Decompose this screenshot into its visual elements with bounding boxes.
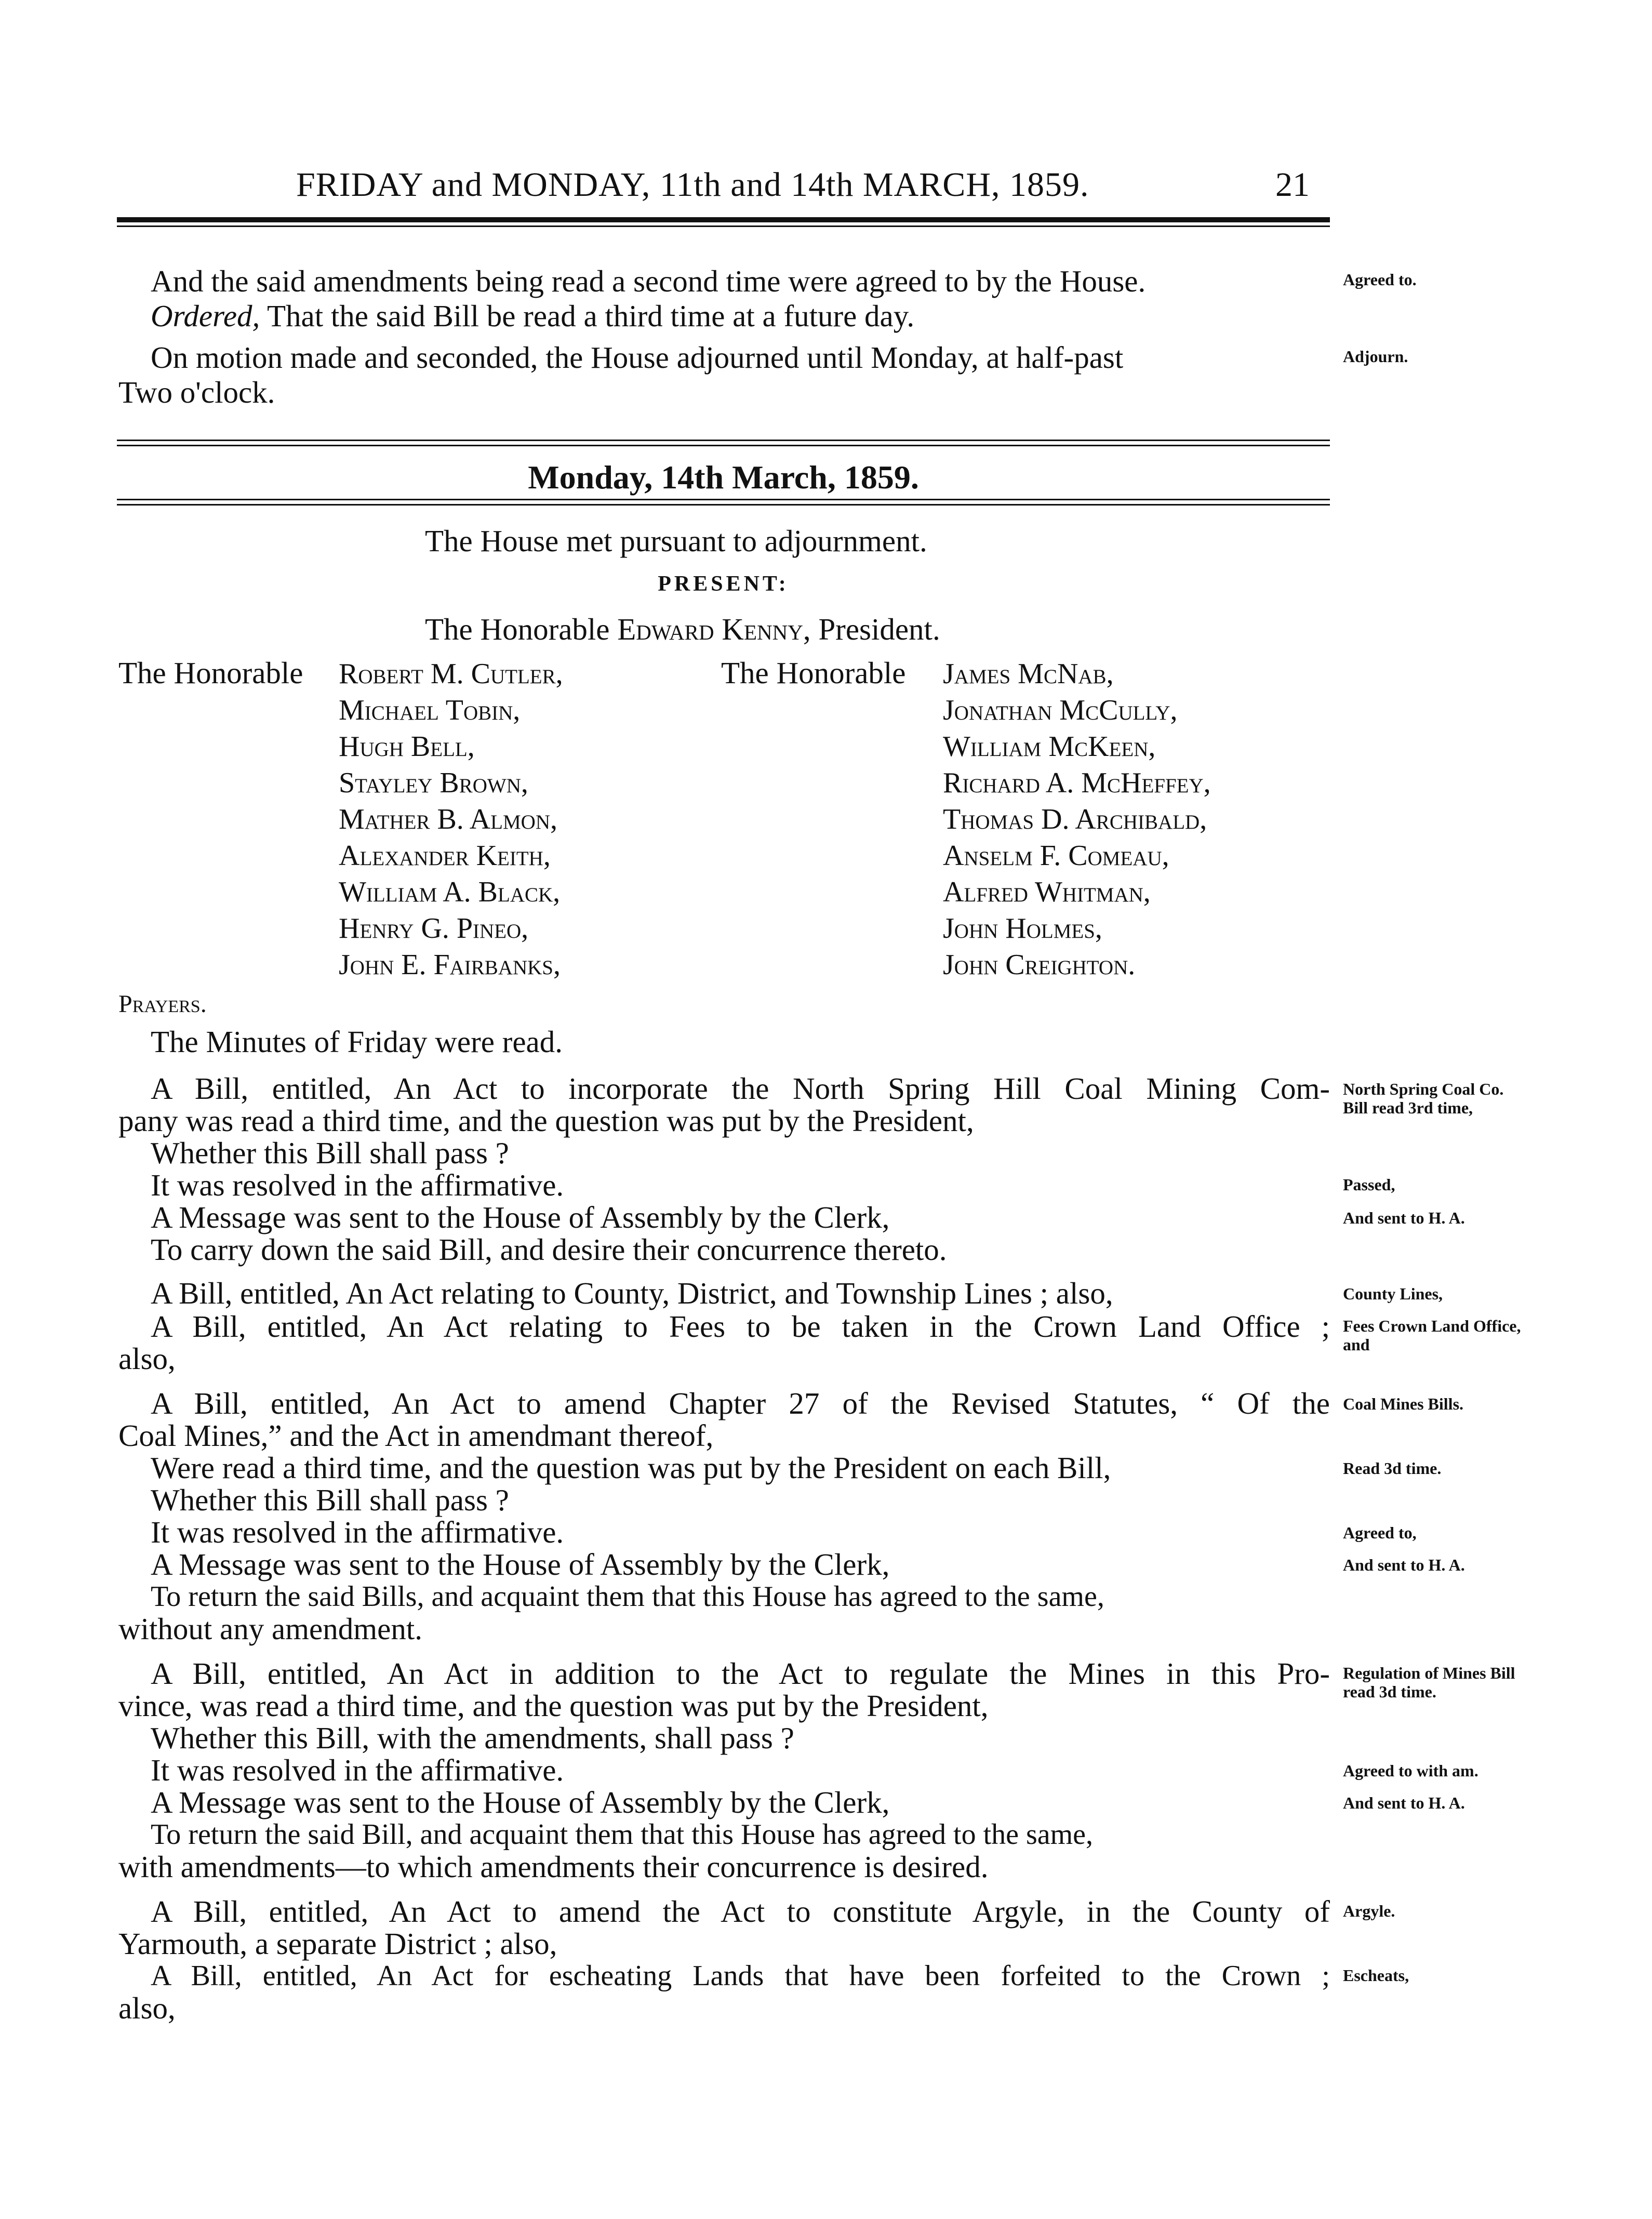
text-line: A Bill, entitled, An Act to incorporate the North Spring Hill Coal Mining Com-	[151, 1071, 1330, 1106]
margin-note: Adjourn.	[1343, 347, 1408, 366]
text-line: A Bill, entitled, An Act to amend Chapter 27 of the Revised Statutes, “ Of the	[151, 1386, 1330, 1420]
text-line: Two o'clock.	[118, 375, 275, 409]
text-line: To return the said Bill, and acquaint them that this House has agreed to the same,	[151, 1818, 1094, 1851]
prayers-line: Prayers.	[118, 990, 207, 1018]
present-label: PRESENT:	[658, 572, 789, 596]
margin-note: Read 3d time.	[1343, 1459, 1442, 1478]
text-line: vince, was read a third time, and the question was put by the President,	[118, 1689, 989, 1723]
member-right: James McNab,	[943, 658, 1114, 690]
member-left: Mather B. Almon,	[339, 803, 557, 835]
section-rule	[117, 504, 1330, 506]
margin-note: Agreed to.	[1343, 270, 1417, 289]
text-line: without any amendment.	[118, 1612, 422, 1646]
text-line: A Message was sent to the House of Assembly by the Clerk,	[151, 1547, 890, 1582]
member-right: Jonathan McCully,	[943, 694, 1178, 726]
text-line: And the said amendments being read a second time were agreed to by the House.	[151, 264, 1146, 298]
text-line: also,	[118, 1341, 176, 1376]
text-line: To carry down the said Bill, and desire their concurrence thereto.	[151, 1232, 947, 1267]
member-left: Stayley Brown,	[339, 767, 528, 799]
member-right: Thomas D. Archibald,	[943, 803, 1207, 835]
member-right: William McKeen,	[943, 730, 1156, 763]
margin-note: Coal Mines Bills.	[1343, 1394, 1464, 1413]
member-right: John Creighton.	[943, 949, 1136, 981]
text-line: Coal Mines,” and the Act in amendmant thereof,	[118, 1418, 714, 1453]
text-line: also,	[118, 1991, 176, 2025]
text-line: A Bill, entitled, An Act for escheating Lands that have been forfeited to the Crown ;	[151, 1960, 1330, 1992]
margin-note: County Lines,	[1343, 1284, 1443, 1303]
text-line: pany was read a third time, and the question was put by the President,	[118, 1104, 974, 1138]
honorable-label-right: The Honorable	[721, 656, 906, 690]
text-line: Yarmouth, a separate District ; also,	[118, 1926, 557, 1961]
member-left: Alexander Keith,	[339, 840, 551, 872]
text-line: It was resolved in the affirmative.	[151, 1515, 564, 1549]
margin-note: North Spring Coal Co. Bill read 3rd time,	[1343, 1080, 1504, 1117]
text-line: Whether this Bill, with the amendments, shall pass ?	[151, 1721, 794, 1755]
section-rule	[117, 440, 1330, 441]
margin-note: Regulation of Mines Bill read 3d time.	[1343, 1664, 1515, 1701]
margin-note: Agreed to,	[1343, 1523, 1417, 1542]
text-line: On motion made and seconded, the House adjourned until Monday, at half-past	[151, 340, 1124, 375]
text-line: Whether this Bill shall pass ?	[151, 1483, 509, 1517]
margin-note: And sent to H. A.	[1343, 1793, 1465, 1812]
met-line: The House met pursuant to adjournment.	[425, 524, 927, 558]
text-line: with amendments—to which amendments their concurrence is desired.	[118, 1850, 989, 1884]
margin-note: Fees Crown Land Office, and	[1343, 1317, 1521, 1354]
text-line: Ordered, That the said Bill be read a third time at a future day.	[151, 299, 915, 333]
member-left: Michael Tobin,	[339, 694, 521, 726]
page-number: 21	[1275, 166, 1310, 204]
ordered-word: Ordered,	[151, 299, 260, 333]
text-line: Were read a third time, and the question was put by the President on each Bill,	[151, 1451, 1111, 1485]
member-right: Richard A. McHeffey,	[943, 767, 1211, 799]
member-left: Robert M. Cutler,	[339, 658, 563, 690]
text-line: A Message was sent to the House of Assembly by the Clerk,	[151, 1785, 890, 1819]
margin-note: And sent to H. A.	[1343, 1556, 1465, 1574]
session-title: Monday, 14th March, 1859.	[528, 459, 919, 496]
member-left: Henry G. Pineo,	[339, 912, 529, 945]
member-left: William A. Black,	[339, 876, 561, 908]
member-right: Anselm F. Comeau,	[943, 840, 1169, 872]
member-left: Hugh Bell,	[339, 730, 475, 763]
president-name: Edward Kenny	[617, 612, 803, 646]
president-line: The Honorable Edward Kenny, President.	[425, 612, 940, 646]
text-line: A Message was sent to the House of Assembly by the Clerk,	[151, 1200, 890, 1234]
honorable-label-left: The Honorable	[118, 656, 303, 690]
text-line: A Bill, entitled, An Act relating to Fees to be taken in the Crown Land Office ;	[151, 1309, 1330, 1344]
section-rule	[117, 445, 1330, 446]
header-rule-thick	[117, 217, 1330, 222]
margin-note: Agreed to with am.	[1343, 1761, 1478, 1780]
text-line: It was resolved in the affirmative.	[151, 1168, 564, 1202]
text-line: The Minutes of Friday were read.	[151, 1025, 563, 1059]
section-rule	[117, 499, 1330, 500]
text-line: It was resolved in the affirmative.	[151, 1753, 564, 1787]
margin-note: Escheats,	[1343, 1966, 1409, 1985]
member-right: John Holmes,	[943, 912, 1102, 945]
page-header-title: FRIDAY and MONDAY, 11th and 14th MARCH, 1859.	[296, 166, 1089, 204]
text-line: A Bill, entitled, An Act in addition to the Act to regulate the Mines in this Pro-	[151, 1656, 1330, 1691]
margin-note: Argyle.	[1343, 1902, 1395, 1920]
member-right: Alfred Whitman,	[943, 876, 1151, 908]
margin-note: And sent to H. A.	[1343, 1208, 1465, 1227]
text-line: To return the said Bills, and acquaint them that this House has agreed to the same,	[151, 1580, 1104, 1613]
header-rule-thin	[117, 225, 1330, 227]
member-left: John E. Fairbanks,	[339, 949, 561, 981]
text-line: Whether this Bill shall pass ?	[151, 1136, 509, 1170]
margin-note: Passed,	[1343, 1175, 1395, 1194]
text-line: A Bill, entitled, An Act to amend the Act to constitute Argyle, in the County of	[151, 1894, 1330, 1929]
text-line: A Bill, entitled, An Act relating to County, District, and Township Lines ; also,	[151, 1276, 1113, 1310]
